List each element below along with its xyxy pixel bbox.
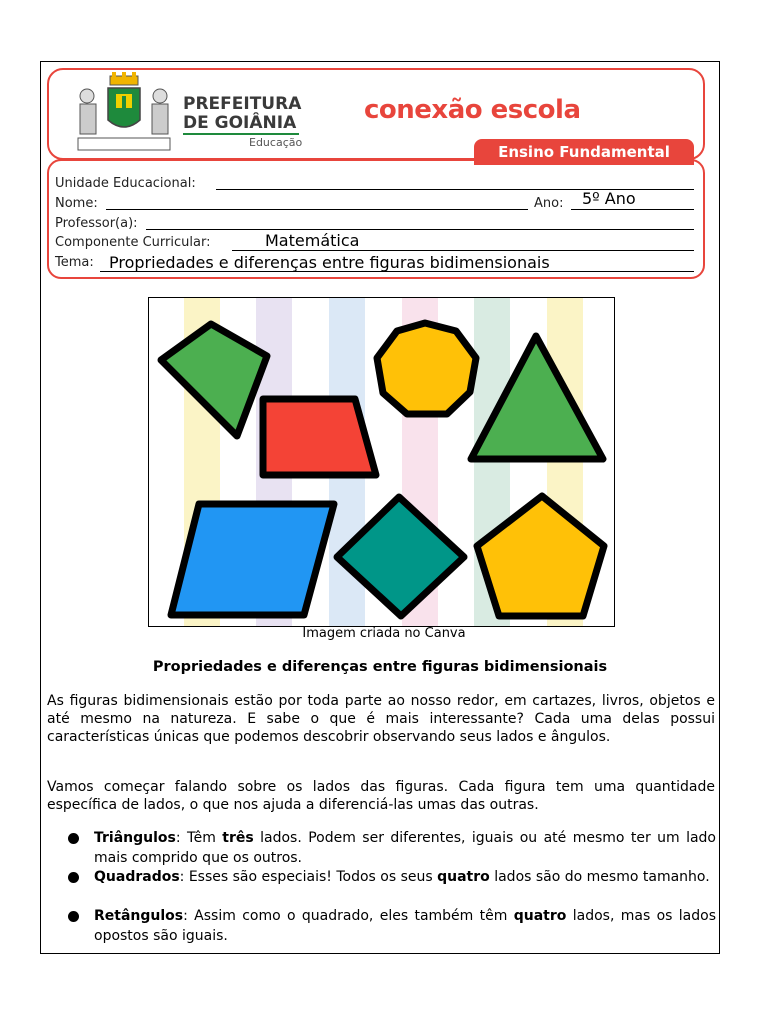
tema-label: Tema: — [55, 255, 94, 270]
bullet-dot — [68, 872, 79, 883]
ano-value: 5º Ano — [582, 189, 636, 208]
shapes-svg — [149, 298, 615, 627]
conexao-escola-logo: conexão escola — [364, 95, 581, 125]
figure-caption: Imagem criada no Canva — [302, 626, 466, 641]
count-bold: quatro — [437, 869, 490, 885]
nome-label: Nome: — [55, 196, 98, 211]
unidade-label: Unidade Educacional: — [55, 176, 196, 191]
prefeitura-subtitle: Educação — [249, 136, 303, 149]
prefeitura-name — [183, 95, 301, 133]
professor-field[interactable] — [146, 229, 694, 230]
bullet-dot — [68, 833, 79, 844]
term-bold: Quadrados — [94, 869, 180, 885]
trapezoid-shape — [263, 399, 376, 475]
nome-field[interactable] — [106, 209, 528, 210]
prefeitura-line2: DE GOIÂNIA — [183, 113, 297, 133]
term-bold: Retângulos — [94, 908, 184, 924]
bullet-dot — [68, 911, 79, 922]
componente-value: Matemática — [265, 231, 360, 250]
prefeitura-line1: PREFEITURA — [183, 94, 302, 114]
section-title: Propriedades e diferenças entre figuras bidimensionais — [152, 659, 608, 675]
paragraph-intro: As figuras bidimensionais estão por toda parte ao nosso redor, em cartazes, livros, objetos e até mesmo na natureza. E sabe o que é mais interessante? Cada uma delas possui características únicas que podemos descobrir observando seus lados e ângulos. — [47, 693, 715, 745]
parallelogram-shape — [171, 504, 334, 615]
ano-field[interactable] — [571, 209, 694, 210]
ano-label: Ano: — [534, 196, 564, 211]
count-bold: quatro — [513, 908, 567, 924]
goiania-crest-logo — [72, 72, 176, 156]
componente-label: Componente Curricular: — [55, 235, 211, 250]
list-item-text: Quadrados: Esses são especiais! Todos os seus quatro lados são do mesmo tamanho. — [94, 869, 710, 885]
prefeitura-underline — [183, 133, 299, 135]
list-item-text: Retângulos: Assim como o quadrado, eles também têm quatro lados, mas os lados opostos são iguais. — [94, 908, 716, 944]
componente-field[interactable] — [232, 250, 694, 251]
paragraph-sides: Vamos começar falando sobre os lados das figuras. Cada figura tem uma quantidade específica de lados, o que nos ajuda a diferenciá-las umas das outras. — [47, 779, 715, 813]
level-badge: Ensino Fundamental — [474, 139, 694, 165]
shapes-illustration — [148, 297, 615, 627]
professor-label: Professor(a): — [55, 216, 138, 231]
heptagon-shape — [377, 323, 476, 414]
tema-value: Propriedades e diferenças entre figuras bidimensionais — [109, 253, 550, 272]
term-bold: Triângulos — [94, 830, 176, 846]
count-bold: três — [222, 830, 254, 846]
list-item-text: Triângulos: Têm três lados. Podem ser diferentes, iguais ou até mesmo ter um lado mais comprido que os outros. — [94, 830, 716, 866]
